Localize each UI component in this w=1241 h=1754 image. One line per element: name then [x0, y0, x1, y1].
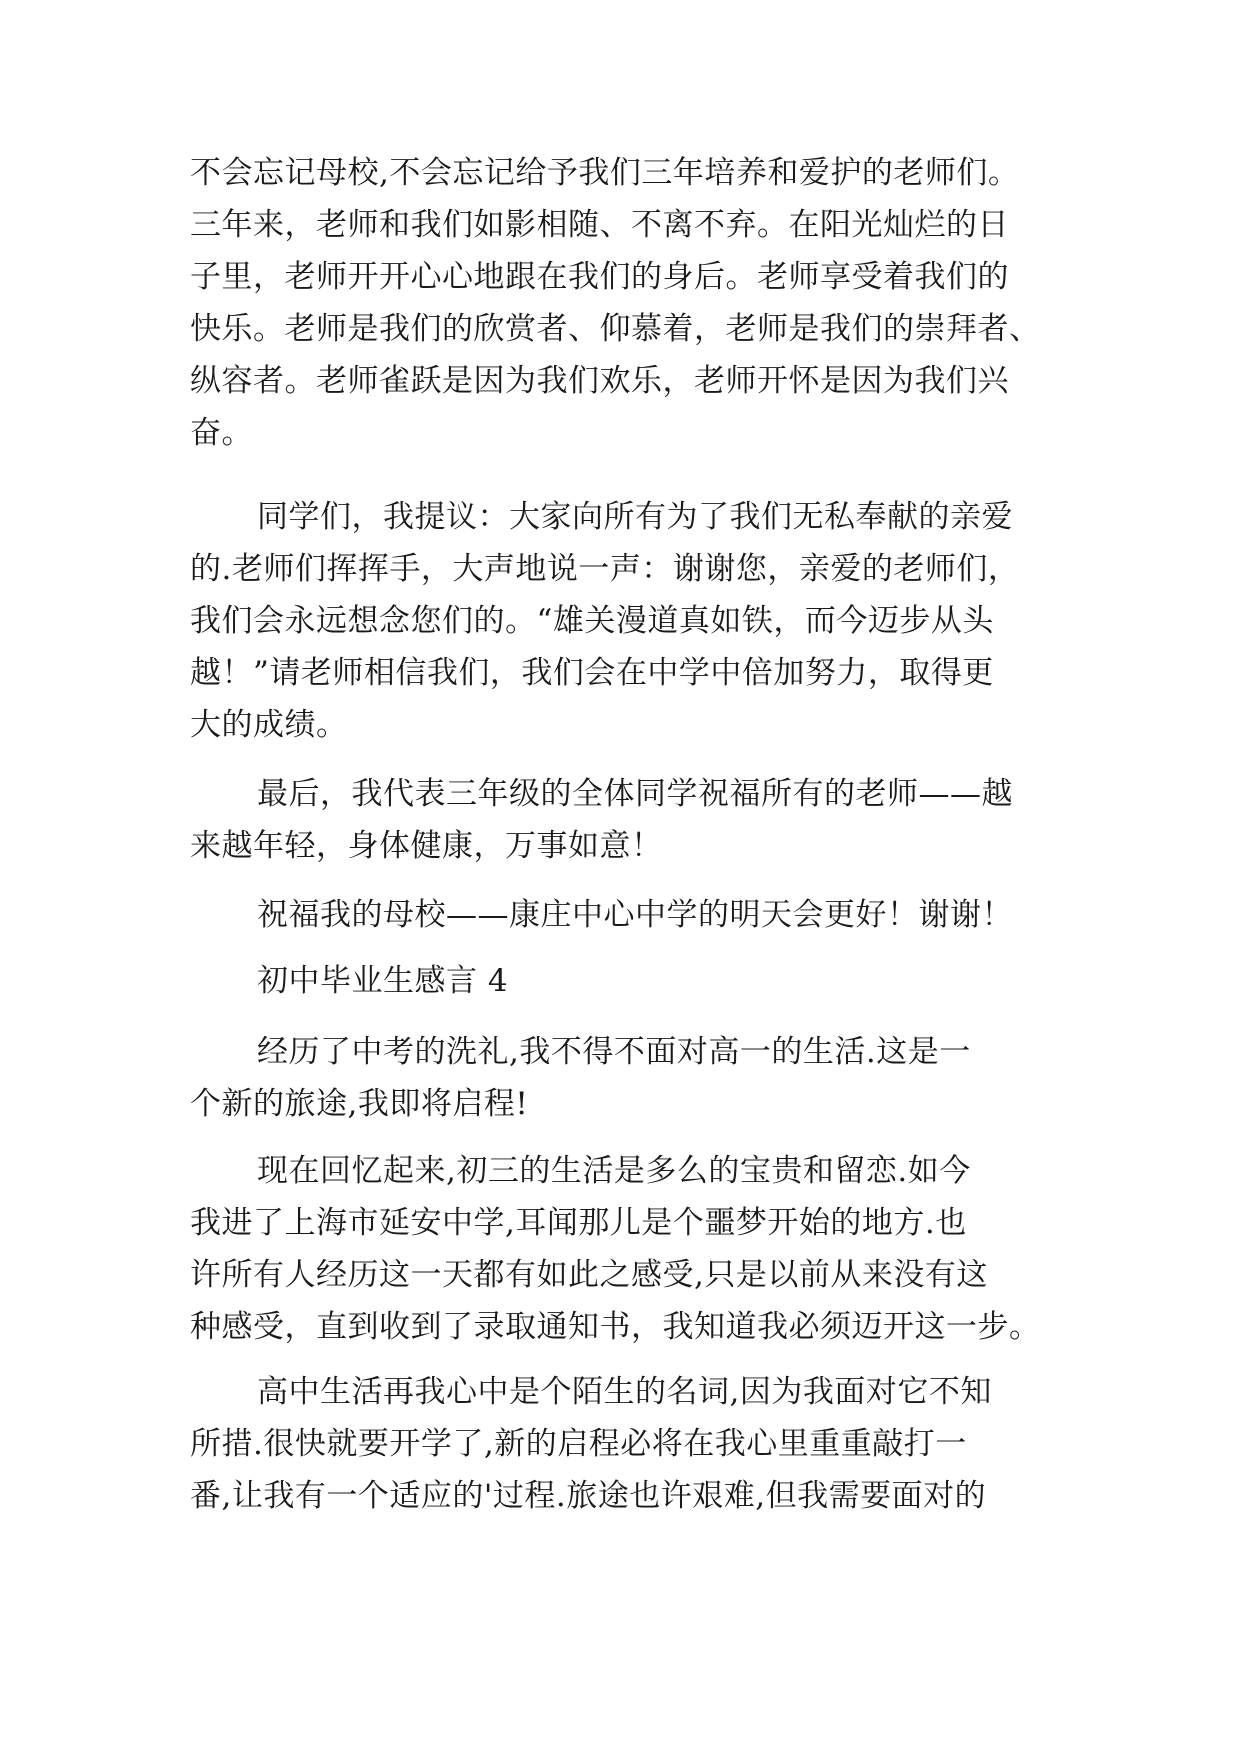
paragraph-start-line: 祝福我的母校——康庄中心中学的明天会更好！谢谢！: [257, 897, 1013, 933]
paragraph-start-line: 高中生活再我心中是个陌生的名词,因为我面对它不知: [257, 1374, 992, 1410]
text-line: 大的成绩。: [190, 707, 348, 743]
text-line: 种感受，直到收到了录取通知书，我知道我必须迈开这一步。: [190, 1309, 1041, 1345]
text-line: 所措.很快就要开学了,新的启程必将在我心里重重敲打一: [190, 1426, 967, 1462]
text-line: 快乐。老师是我们的欣赏者、仰慕着，老师是我们的崇拜者、: [190, 311, 1041, 347]
paragraph-start-line: 最后，我代表三年级的全体同学祝福所有的老师——越: [257, 776, 1013, 812]
text-line: 的.老师们挥挥手，大声地说一声：谢谢您，亲爱的老师们，: [190, 551, 1020, 587]
text-line: 个新的旅途,我即将启程!: [190, 1086, 529, 1122]
text-line: 三年来，老师和我们如影相随、不离不弃。在阳光灿烂的日: [190, 207, 1009, 243]
text-line: 子里，老师开开心心地跟在我们的身后。老师享受着我们的: [190, 259, 1009, 295]
text-line: 我进了上海市延安中学,耳闻那儿是个噩梦开始的地方.也: [190, 1205, 967, 1241]
text-line: 不会忘记母校,不会忘记给予我们三年培养和爱护的老师们。: [190, 155, 1020, 191]
paragraph-start-line: 同学们，我提议：大家向所有为了我们无私奉献的亲爱: [257, 499, 1013, 535]
text-line: 纵容者。老师雀跃是因为我们欢乐，老师开怀是因为我们兴: [190, 363, 1009, 399]
section-heading: 初中毕业生感言 4: [257, 963, 509, 999]
text-line: 许所有人经历这一天都有如此之感受,只是以前从来没有这: [190, 1257, 988, 1293]
paragraph-start-line: 现在回忆起来,初三的生活是多么的宝贵和留恋.如今: [257, 1153, 971, 1189]
text-line: 来越年轻，身体健康，万事如意！: [190, 828, 663, 864]
text-line: 越！”请老师相信我们，我们会在中学中倍加努力，取得更: [190, 655, 994, 691]
text-line: 我们会永远想念您们的。“雄关漫道真如铁，而今迈步从头: [190, 603, 994, 639]
text-line: 番,让我有一个适应的'过程.旅途也许艰难,但我需要面对的: [190, 1478, 987, 1514]
paragraph-start-line: 经历了中考的洗礼,我不得不面对高一的生活.这是一: [257, 1034, 971, 1070]
text-line: 奋。: [190, 415, 253, 451]
